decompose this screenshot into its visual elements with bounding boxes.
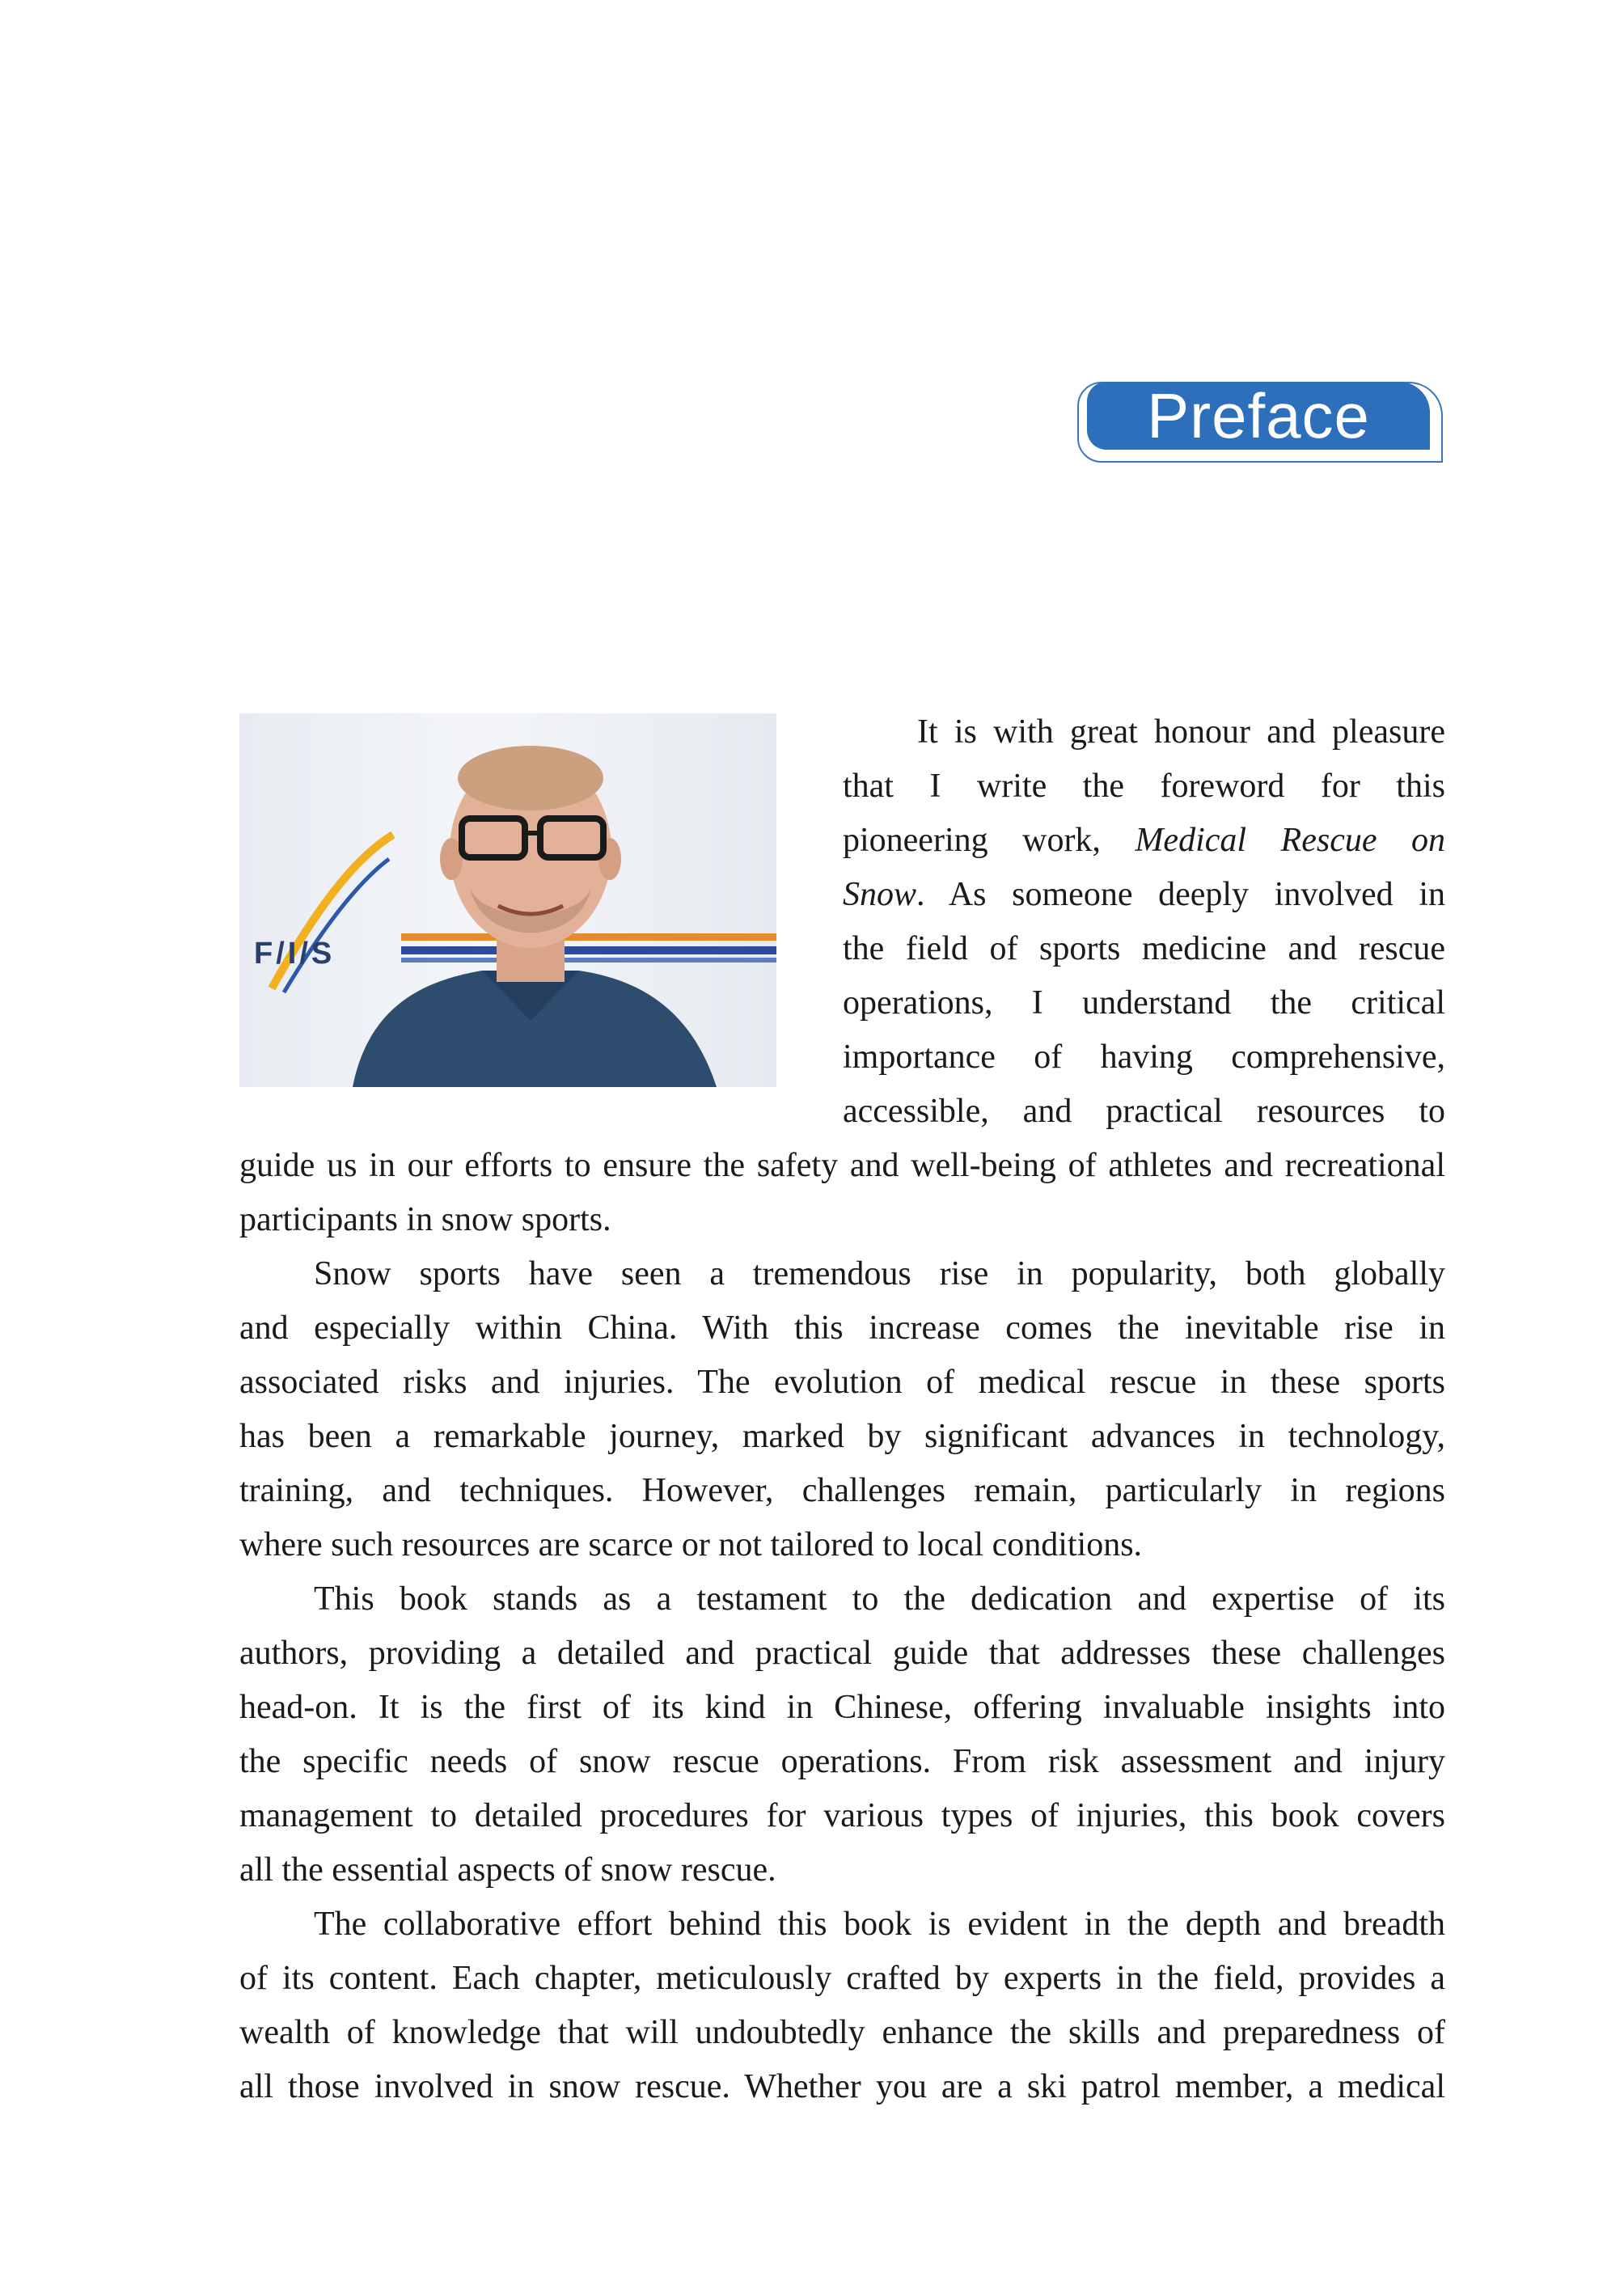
page-title: Preface (1147, 380, 1370, 451)
text-line: guide us in our efforts to ensure the safety and well-being of athletes and recreational (239, 1147, 1445, 1184)
text-line: Snow sports have seen a tremendous rise in popularity, both globally (314, 1255, 1445, 1292)
text-line: of its content. Each chapter, meticulously crafted by experts in the field, provides a (239, 1960, 1445, 1997)
text-line: where such resources are scarce or not tailored to local conditions. (239, 1526, 1143, 1563)
text-line: has been a remarkable journey, marked by significant advances in technology, (239, 1418, 1445, 1455)
text-line: and especially within China. With this increase comes the inevitable rise in (239, 1309, 1445, 1347)
text-line: The collaborative effort behind this book is evident in the depth and breadth (314, 1906, 1445, 1943)
text-line: all the essential aspects of snow rescue. (239, 1851, 776, 1889)
text-line: This book stands as a testament to the dedication and expertise of its (314, 1580, 1445, 1618)
text-line: the field of sports medicine and rescue (843, 930, 1445, 967)
text-line: authors, providing a detailed and practical guide that addresses these challenges (239, 1635, 1445, 1672)
text-line: the specific needs of snow rescue operations. From risk assessment and injury (239, 1743, 1445, 1780)
book-title: Snow (843, 876, 917, 913)
text-line: importance of having comprehensive, (843, 1039, 1445, 1076)
paragraph-2 (239, 1247, 1445, 1572)
paragraph-4 (239, 1897, 1445, 2114)
intro-paragraph-column (843, 705, 1445, 1139)
text-line: that I write the foreword for this (843, 768, 1445, 805)
text-line (843, 868, 1445, 922)
text-line: management to detailed procedures for various types of injuries, this book covers (239, 1797, 1445, 1834)
text-line: head-on. It is the first of its kind in Chinese, offering invaluable insights into (239, 1689, 1445, 1726)
preface-header (1077, 382, 1441, 461)
text-line: associated risks and injuries. The evolution of medical rescue in these sports (239, 1364, 1445, 1401)
intro-paragraph-continuation (239, 1139, 1445, 1247)
text-line: wealth of knowledge that will undoubtedly enhance the skills and preparedness of (239, 2014, 1445, 2051)
text-line: accessible, and practical resources to (843, 1093, 1445, 1130)
text-fragment: . As someone deeply involved in (916, 876, 1445, 913)
paragraph-3 (239, 1572, 1445, 1897)
text-line (843, 814, 1445, 868)
text-line: operations, I understand the critical (843, 984, 1445, 1022)
text-line: training, and techniques. However, challenges remain, particularly in regions (239, 1472, 1445, 1509)
fis-logo: F/I/S (254, 937, 336, 971)
book-title: Medical Rescue on (1135, 822, 1445, 859)
text-fragment: pioneering work, (843, 822, 1136, 859)
text-line: It is with great honour and pleasure (917, 713, 1445, 751)
text-line: all those involved in snow rescue. Whether you are a ski patrol member, a medical (239, 2068, 1445, 2105)
portrait-photo (239, 713, 776, 1087)
text-line: participants in snow sports. (239, 1201, 611, 1238)
